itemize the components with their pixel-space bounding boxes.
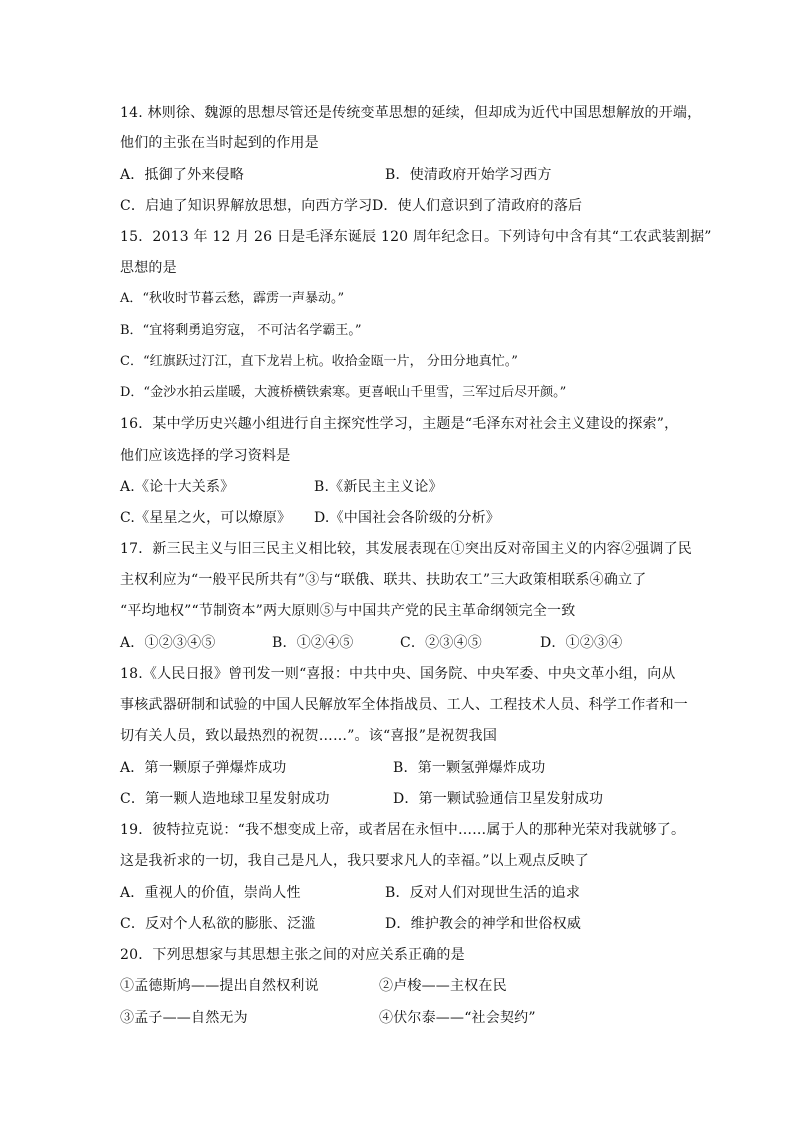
q19-option-c: C．反对个人私欲的膨胀、泛滥: [120, 916, 316, 932]
q14-stem-line1: 14. 林则徐、魏源的思想尽管还是传统变革思想的延续，但却成为近代中国思想解放的开端，: [120, 105, 702, 121]
q15-stem-line2: 思想的是: [120, 260, 177, 276]
q18-option-d: D．第一颗试验通信卫星发射成功: [393, 791, 604, 807]
q18-stem-line2: 事核武器研制和试验的中国人民解放军全体指战员、工人、工程技术人员、科学工作者和一: [120, 697, 688, 713]
q20-item-4: ④伏尔泰——“社会契约”: [379, 1010, 536, 1026]
q14-option-c: C．启迪了知识界解放思想，向西方学习: [120, 198, 373, 214]
q18-stem-line3: 切有关人员，致以最热烈的祝贺……”。该“喜报”是祝贺我国: [120, 728, 498, 744]
q18-option-c: C．第一颗人造地球卫星发射成功: [120, 791, 330, 807]
q15-option-b: B．“宜将剩勇追穷寇， 不可沽名学霸王。”: [120, 323, 362, 338]
q17-stem-line3: “平均地权”“节制资本”两大原则⑤与中国共产党的民主革命纲领完全一致: [120, 603, 576, 619]
q14-option-d: D．使人们意识到了清政府的落后: [372, 198, 583, 214]
q18-option-a: A．第一颗原子弹爆炸成功: [120, 760, 287, 776]
q15-option-d: D．“金沙水拍云崖暖，大渡桥横铁索寒。更喜岷山千里雪，三军过后尽开颜。”: [120, 385, 567, 400]
q18-stem-line1: 18.《人民日报》曾刊发一则“喜报：中共中央、国务院、中央军委、中央文革小组，向从: [120, 666, 676, 682]
q19-option-a: A．重视人的价值，崇尚人性: [120, 885, 301, 901]
q17-option-c: C．②③④⑤: [400, 635, 482, 651]
q14-stem-line2: 他们的主张在当时起到的作用是: [120, 135, 319, 151]
q20-item-1: ①孟德斯鸠——提出自然权利说: [120, 978, 319, 994]
q15-option-c: C．“红旗跃过汀江，直下龙岩上杭。收拾金瓯一片， 分田分地真忙。”: [120, 354, 518, 369]
q18-option-b: B．第一颗氢弹爆炸成功: [393, 760, 546, 776]
q20-item-2: ②卢梭——主权在民: [379, 978, 507, 994]
q19-option-b: B．反对人们对现世生活的追求: [385, 885, 581, 901]
q19-stem-line2: 这是我祈求的一切，我自己是凡人，我只要求凡人的幸福。”以上观点反映了: [120, 853, 589, 869]
q16-stem-line1: 16．某中学历史兴趣小组进行自主探究性学习，主题是“毛泽东对社会主义建设的探索”，: [120, 416, 679, 432]
q20-stem-line1: 20．下列思想家与其思想主张之间的对应关系正确的是: [120, 947, 465, 963]
q17-stem-line2: 主权利应为“一般平民所共有”③与“联俄、联共、扶助农工”三大政策相联系④确立了: [120, 572, 647, 588]
q20-item-3: ③孟子——自然无为: [120, 1010, 248, 1026]
q14-option-a: A．抵御了外来侵略: [120, 167, 244, 183]
q17-option-b: B．①②④⑤: [272, 635, 354, 651]
q14-option-b: B．使清政府开始学习西方: [385, 167, 552, 183]
q19-stem-line1: 19．彼特拉克说：“我不想变成上帝，或者居在永恒中……属于人的那种光荣对我就够了。: [120, 822, 686, 838]
q16-stem-line2: 他们应该选择的学习资料是: [120, 448, 291, 464]
q16-option-b: B.《新民主主义论》: [314, 479, 443, 495]
q16-option-d: D.《中国社会各阶级的分析》: [314, 510, 500, 526]
q17-stem-line1: 17．新三民主义与旧三民主义相比较，其发展表现在①突出反对帝国主义的内容②强调了民: [120, 541, 693, 557]
q16-option-a: A.《论十大关系》: [120, 479, 235, 495]
q19-option-d: D．维护教会的神学和世俗权威: [385, 916, 582, 932]
q16-option-c: C.《星星之火，可以燎原》: [120, 510, 292, 526]
q15-stem-line1: 15．2013 年 12 月 26 日是毛泽东诞辰 120 周年纪念日。下列诗句中含有其“工农武装割据”: [120, 229, 712, 245]
q15-option-a: A．“秋收时节暮云愁，霹雳一声暴动。”: [120, 291, 345, 306]
q17-option-d: D．①②③④: [540, 635, 623, 651]
q17-option-a: A．①②③④⑤: [120, 635, 216, 651]
